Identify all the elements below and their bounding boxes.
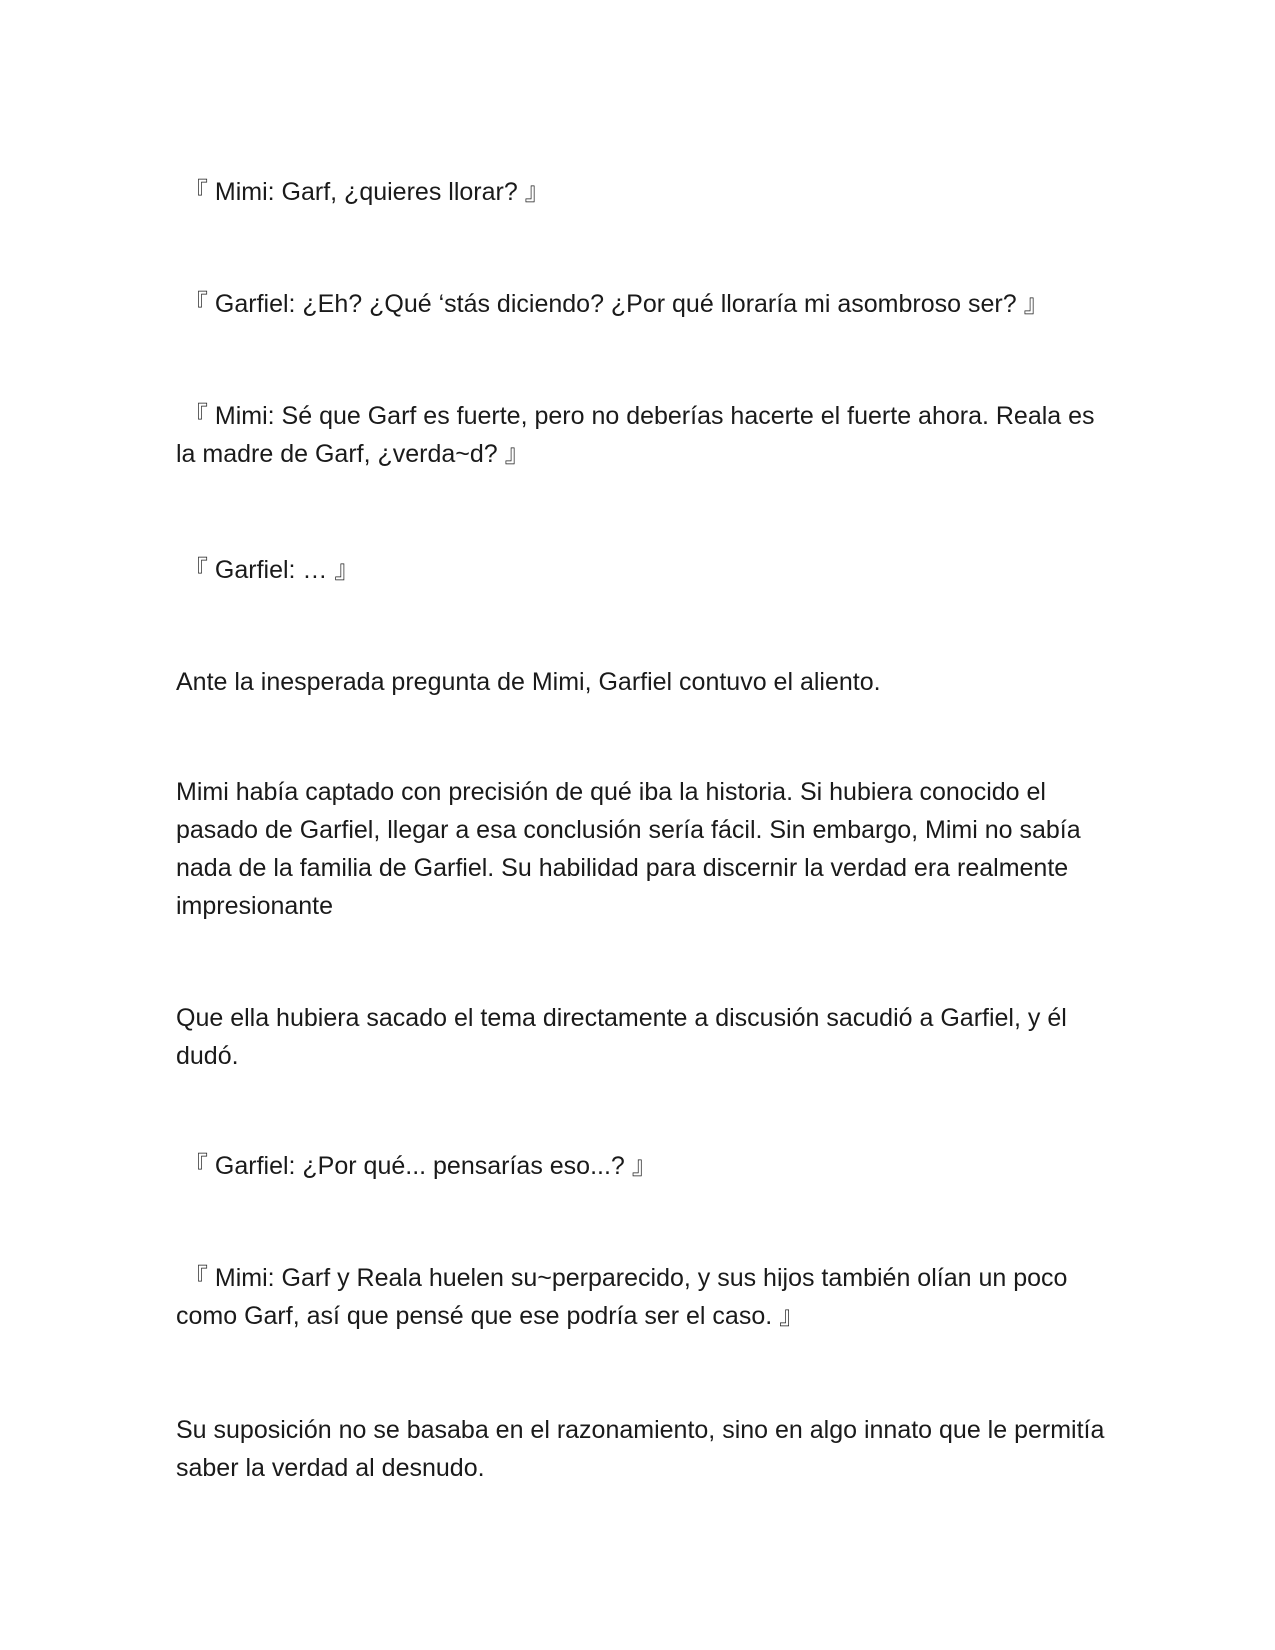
- dialogue-mimi-3: 『 Mimi: Garf y Reala huelen su~perparecido, y sus hijos también olían un poco como Garf, así que pensé que ese podría ser el caso. 』: [176, 1264, 1068, 1330]
- dialogue-mimi-1: 『 Mimi: Garf, ¿quieres llorar? 』: [176, 178, 550, 206]
- dialogue-garfiel-2: 『 Garfiel: … 』: [176, 556, 360, 584]
- dialogue-garfiel-1: 『 Garfiel: ¿Eh? ¿Qué ‘stás diciendo? ¿Por qué lloraría mi asombroso ser? 』: [176, 290, 1049, 318]
- narration-paragraph-2: Mimi había captado con precisión de qué iba la historia. Si hubiera conocido el pasado de Garfiel, llegar a esa conclusión sería fácil. Sin embargo, Mimi no sabía nada de la familia de Garfiel. Su habilidad para discernir la verdad era realmente impresionante: [176, 778, 1081, 920]
- narration-paragraph-1: Ante la inesperada pregunta de Mimi, Garfiel contuvo el aliento.: [176, 668, 881, 696]
- narration-paragraph-3: Que ella hubiera sacado el tema directamente a discusión sacudió a Garfiel, y él dudó.: [176, 1004, 1067, 1070]
- dialogue-garfiel-3: 『 Garfiel: ¿Por qué... pensarías eso...? 』: [176, 1152, 657, 1180]
- dialogue-mimi-2: 『 Mimi: Sé que Garf es fuerte, pero no deberías hacerte el fuerte ahora. Reala es la madre de Garf, ¿verda~d? 』: [176, 402, 1095, 468]
- narration-paragraph-4: Su suposición no se basaba en el razonamiento, sino en algo innato que le permitía saber la verdad al desnudo.: [176, 1416, 1105, 1482]
